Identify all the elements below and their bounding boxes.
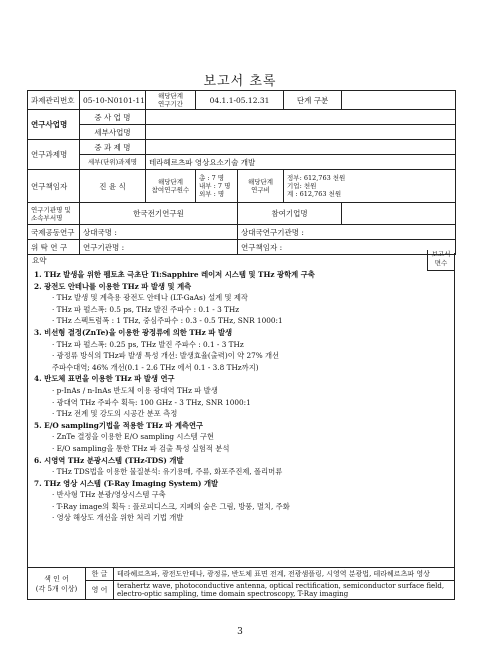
summary-item: · 영상 해상도 개선을 위한 처리 기법 개발 bbox=[52, 513, 184, 523]
value-cell: 한국전기연구원 bbox=[80, 203, 238, 225]
summary-item: · p-InAs / n-InAs 반도체 이용 광대역 THz 파 발생 bbox=[52, 385, 218, 395]
label-cell: 단계 구분 bbox=[284, 91, 342, 110]
summary-heading: 4. 반도체 표면을 이용한 THz 파 발생 연구 bbox=[34, 374, 175, 384]
value-cell bbox=[342, 91, 456, 110]
summary-heading: 2. 광전도 안테나를 이용한 THz 파 발생 및 계측 bbox=[34, 281, 192, 291]
summary-heading: 7. THz 영상 시스템 (T-Ray Imaging System) 개발 bbox=[34, 478, 219, 488]
value-cell bbox=[146, 125, 456, 140]
table-row bbox=[28, 203, 456, 225]
value-cell bbox=[146, 140, 456, 155]
label-cell: 해당단계 연구비 bbox=[238, 170, 284, 203]
summary-item: · E/O sampling을 통한 THz 파 검출 특성 실험적 분석 bbox=[52, 443, 230, 453]
table-row bbox=[28, 91, 456, 110]
value-cell: 05-10-N0101-11 bbox=[80, 91, 146, 110]
label-cell: 해당단계 연구기간 bbox=[146, 91, 196, 110]
summary-heading: 1. THz 발생을 위한 펨토초 극초단 Ti:Sapphire 레이저 시스템 및 THz 광학계 구축 bbox=[34, 270, 315, 279]
table-row bbox=[28, 125, 456, 140]
summary-list bbox=[34, 269, 449, 524]
label-cell: 연구과제명 bbox=[28, 140, 80, 170]
label-cell: 세부(단위)과제명 bbox=[80, 155, 146, 170]
table-row bbox=[28, 568, 455, 581]
summary-item: · 광정류 방식의 THz파 발생 특성 개선: 발생효율(출력)이 약 27% 개선 bbox=[52, 351, 280, 361]
summary-item: · THz 발생 및 계측용 광전도 안테나 (LT-GaAs) 설계 및 제작 bbox=[52, 293, 248, 303]
summary-item: · THz 파 펄스폭: 0.5 ps, THz 발진 주파수 : 0.1 - 3 THz bbox=[52, 304, 240, 314]
value-cell bbox=[342, 203, 456, 225]
page-title: 보고서 초록 bbox=[203, 74, 277, 89]
summary-item: · 광대역 THz 주파수 획득: 100 GHz - 3 THz, SNR 1000:1 bbox=[52, 397, 251, 407]
value-cell: 연구기관명 : bbox=[80, 240, 238, 255]
summary-item: · THz 전계 및 강도의 시공간 분포 측정 bbox=[52, 409, 178, 419]
summary-item: · T-Ray image의 획득 : 플로피디스크, 지폐의 숨은 그림, 방풍, 멸치, 주화 bbox=[52, 501, 290, 511]
table-row bbox=[28, 140, 456, 155]
label-cell: 참여기업명 bbox=[238, 203, 342, 225]
label-cell: 영 어 bbox=[86, 581, 114, 600]
label-cell: 연구사업명 bbox=[28, 110, 80, 140]
table-row bbox=[28, 581, 455, 600]
summary-item: · 반사형 THz 분광/영상시스템 구축 bbox=[52, 490, 166, 500]
table-row bbox=[28, 170, 456, 203]
summary-item: · ZnTe 결정을 이용한 E/O sampling 시스템 구현 bbox=[52, 432, 214, 442]
keywords-english: terahertz wave, photoconductive antenna, optical rectification, semiconductor surface field, electro-optic sampling, time domain spectroscopy, T-Ray imaging bbox=[114, 581, 455, 600]
summary-item: · THz 파 펄스폭: 0.25 ps, THz 발진 주파수 : 0.1 - 3 THz bbox=[52, 339, 244, 349]
summary-item: 주파수대역; 46% 개선(0.1 - 2.6 THz 에서 0.1 - 3.8 THz까지) bbox=[52, 362, 259, 372]
metadata-table bbox=[27, 90, 456, 255]
value-cell: 테라헤르츠파 영상요소기술 개발 bbox=[146, 155, 456, 170]
label-cell: 중 과 제 명 bbox=[80, 140, 146, 155]
value-cell: 상대국명 : bbox=[80, 225, 238, 240]
value-cell: 04.1.1-05.12.31 bbox=[196, 91, 284, 110]
value-cell: 총 : 7 명 내부 : 7 명 외부 : 명 bbox=[196, 170, 238, 203]
label-cell: 과제관리번호 bbox=[28, 91, 80, 110]
label-cell: 위 탁 연 구 bbox=[28, 240, 80, 255]
label-cell: 한 글 bbox=[86, 568, 114, 581]
table-row bbox=[28, 155, 456, 170]
label-cell: 세부사업명 bbox=[80, 125, 146, 140]
table-row bbox=[28, 110, 456, 125]
keywords-label: 색 인 어 (각 5개 이상) bbox=[28, 568, 86, 600]
label-cell: 연구기관명 및 소속부서명 bbox=[28, 203, 80, 225]
summary-label: 요약 bbox=[32, 256, 47, 265]
summary-heading: 3. 비선형 결정(ZnTe)을 이용한 광정류에 의한 THz 파 발생 bbox=[34, 327, 233, 337]
summary-heading: 5. E/O sampling기법을 적용한 THz 파 계측연구 bbox=[34, 420, 204, 430]
value-cell: 진 윤 식 bbox=[80, 170, 146, 203]
value-cell: 정부: 612,763 천원 기업: 천원 계 : 612,763 천원 bbox=[284, 170, 456, 203]
label-cell: 중 사 업 명 bbox=[80, 110, 146, 125]
value-cell: 상대국연구기관명 : bbox=[238, 225, 456, 240]
page-number: 3 bbox=[237, 627, 243, 637]
keywords-table bbox=[27, 567, 455, 600]
label-cell: 국제공동연구 bbox=[28, 225, 80, 240]
summary-heading: 6. 시영역 THz 분광시스템 (THz-TDS) 개발 bbox=[34, 455, 184, 465]
page-count-label: 보고서 면수 bbox=[427, 250, 454, 271]
table-row bbox=[28, 225, 456, 240]
value-cell bbox=[146, 110, 456, 125]
label-cell: 연구책임자 bbox=[28, 170, 80, 203]
summary-item: · THz 스펙트럼폭 : 1 THz, 중심주파수 : 0.3 - 0.5 THz, SNR 1000:1 bbox=[52, 316, 283, 326]
summary-item: · THz TDS법을 이용한 물질분석: 유기용매, 주류, 화포주진제, 폴리머류 bbox=[52, 467, 283, 477]
value-cell: 연구책임자 : bbox=[238, 240, 456, 255]
keywords-korean: 테라헤르츠파, 광전도안테나, 광정류, 반도체 표면 전계, 전광샘플링, 시영역 분광법, 테라헤르츠파 영상 bbox=[114, 568, 455, 581]
label-cell: 해당단계 참여연구원수 bbox=[146, 170, 196, 203]
